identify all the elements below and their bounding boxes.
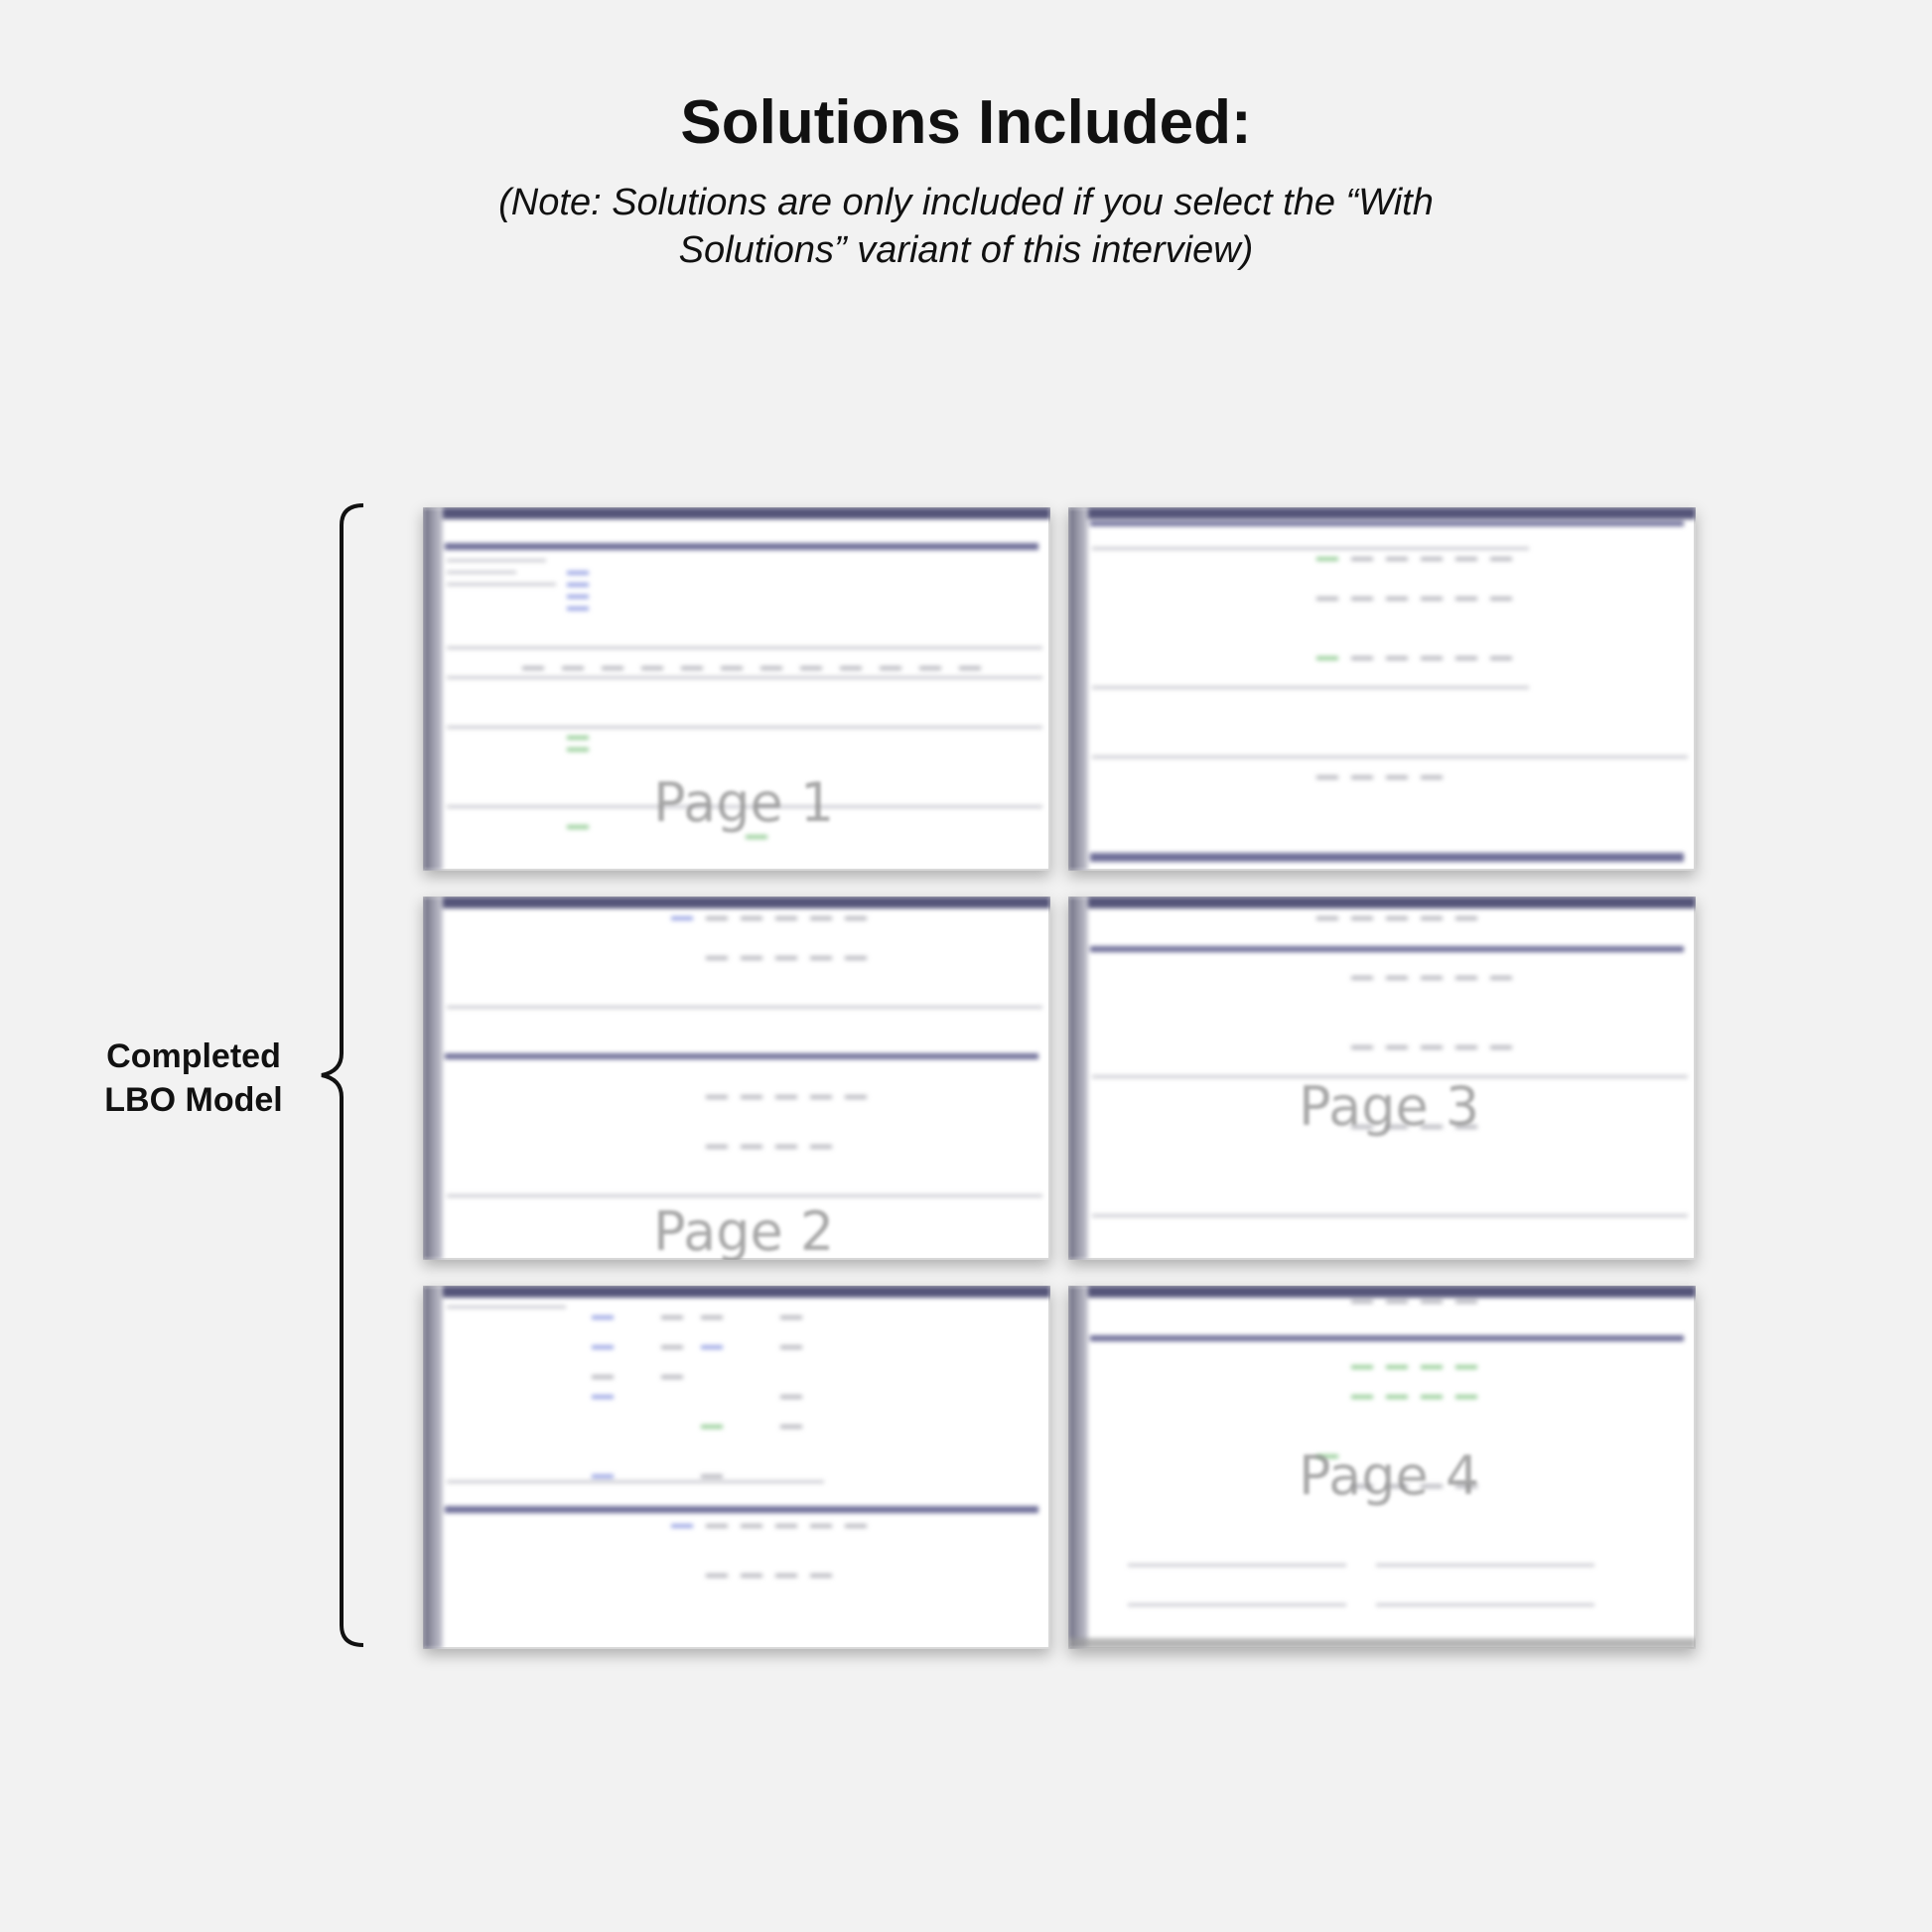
spreadsheet-preview xyxy=(1068,507,1696,871)
page-thumbnail-1 xyxy=(423,507,1050,871)
curly-bracket-icon xyxy=(316,501,365,1649)
completed-lbo-model-label xyxy=(79,1035,308,1122)
variant-note xyxy=(420,179,1512,274)
side-label-line-2: LBO Model xyxy=(104,1081,283,1119)
page-label: Page 1 xyxy=(653,771,835,834)
page-label: Page 3 xyxy=(1299,1075,1480,1138)
variant-note-line-2: Solutions” variant of this interview) xyxy=(678,229,1254,271)
page-label: Page 2 xyxy=(653,1200,835,1260)
page-thumbnail-3 xyxy=(423,897,1050,1260)
page-thumbnail-5 xyxy=(423,1286,1050,1649)
page-thumbnail-2 xyxy=(1068,507,1696,871)
side-label-line-1: Completed xyxy=(106,1037,281,1075)
page-thumbnail-6 xyxy=(1068,1286,1696,1649)
page-title: Solutions Included: xyxy=(680,88,1252,157)
spreadsheet-preview xyxy=(423,1286,1050,1649)
variant-note-line-1: (Note: Solutions are only included if you select the “With xyxy=(498,182,1434,223)
page-label: Page 4 xyxy=(1299,1445,1480,1507)
page-thumbnail-4 xyxy=(1068,897,1696,1260)
